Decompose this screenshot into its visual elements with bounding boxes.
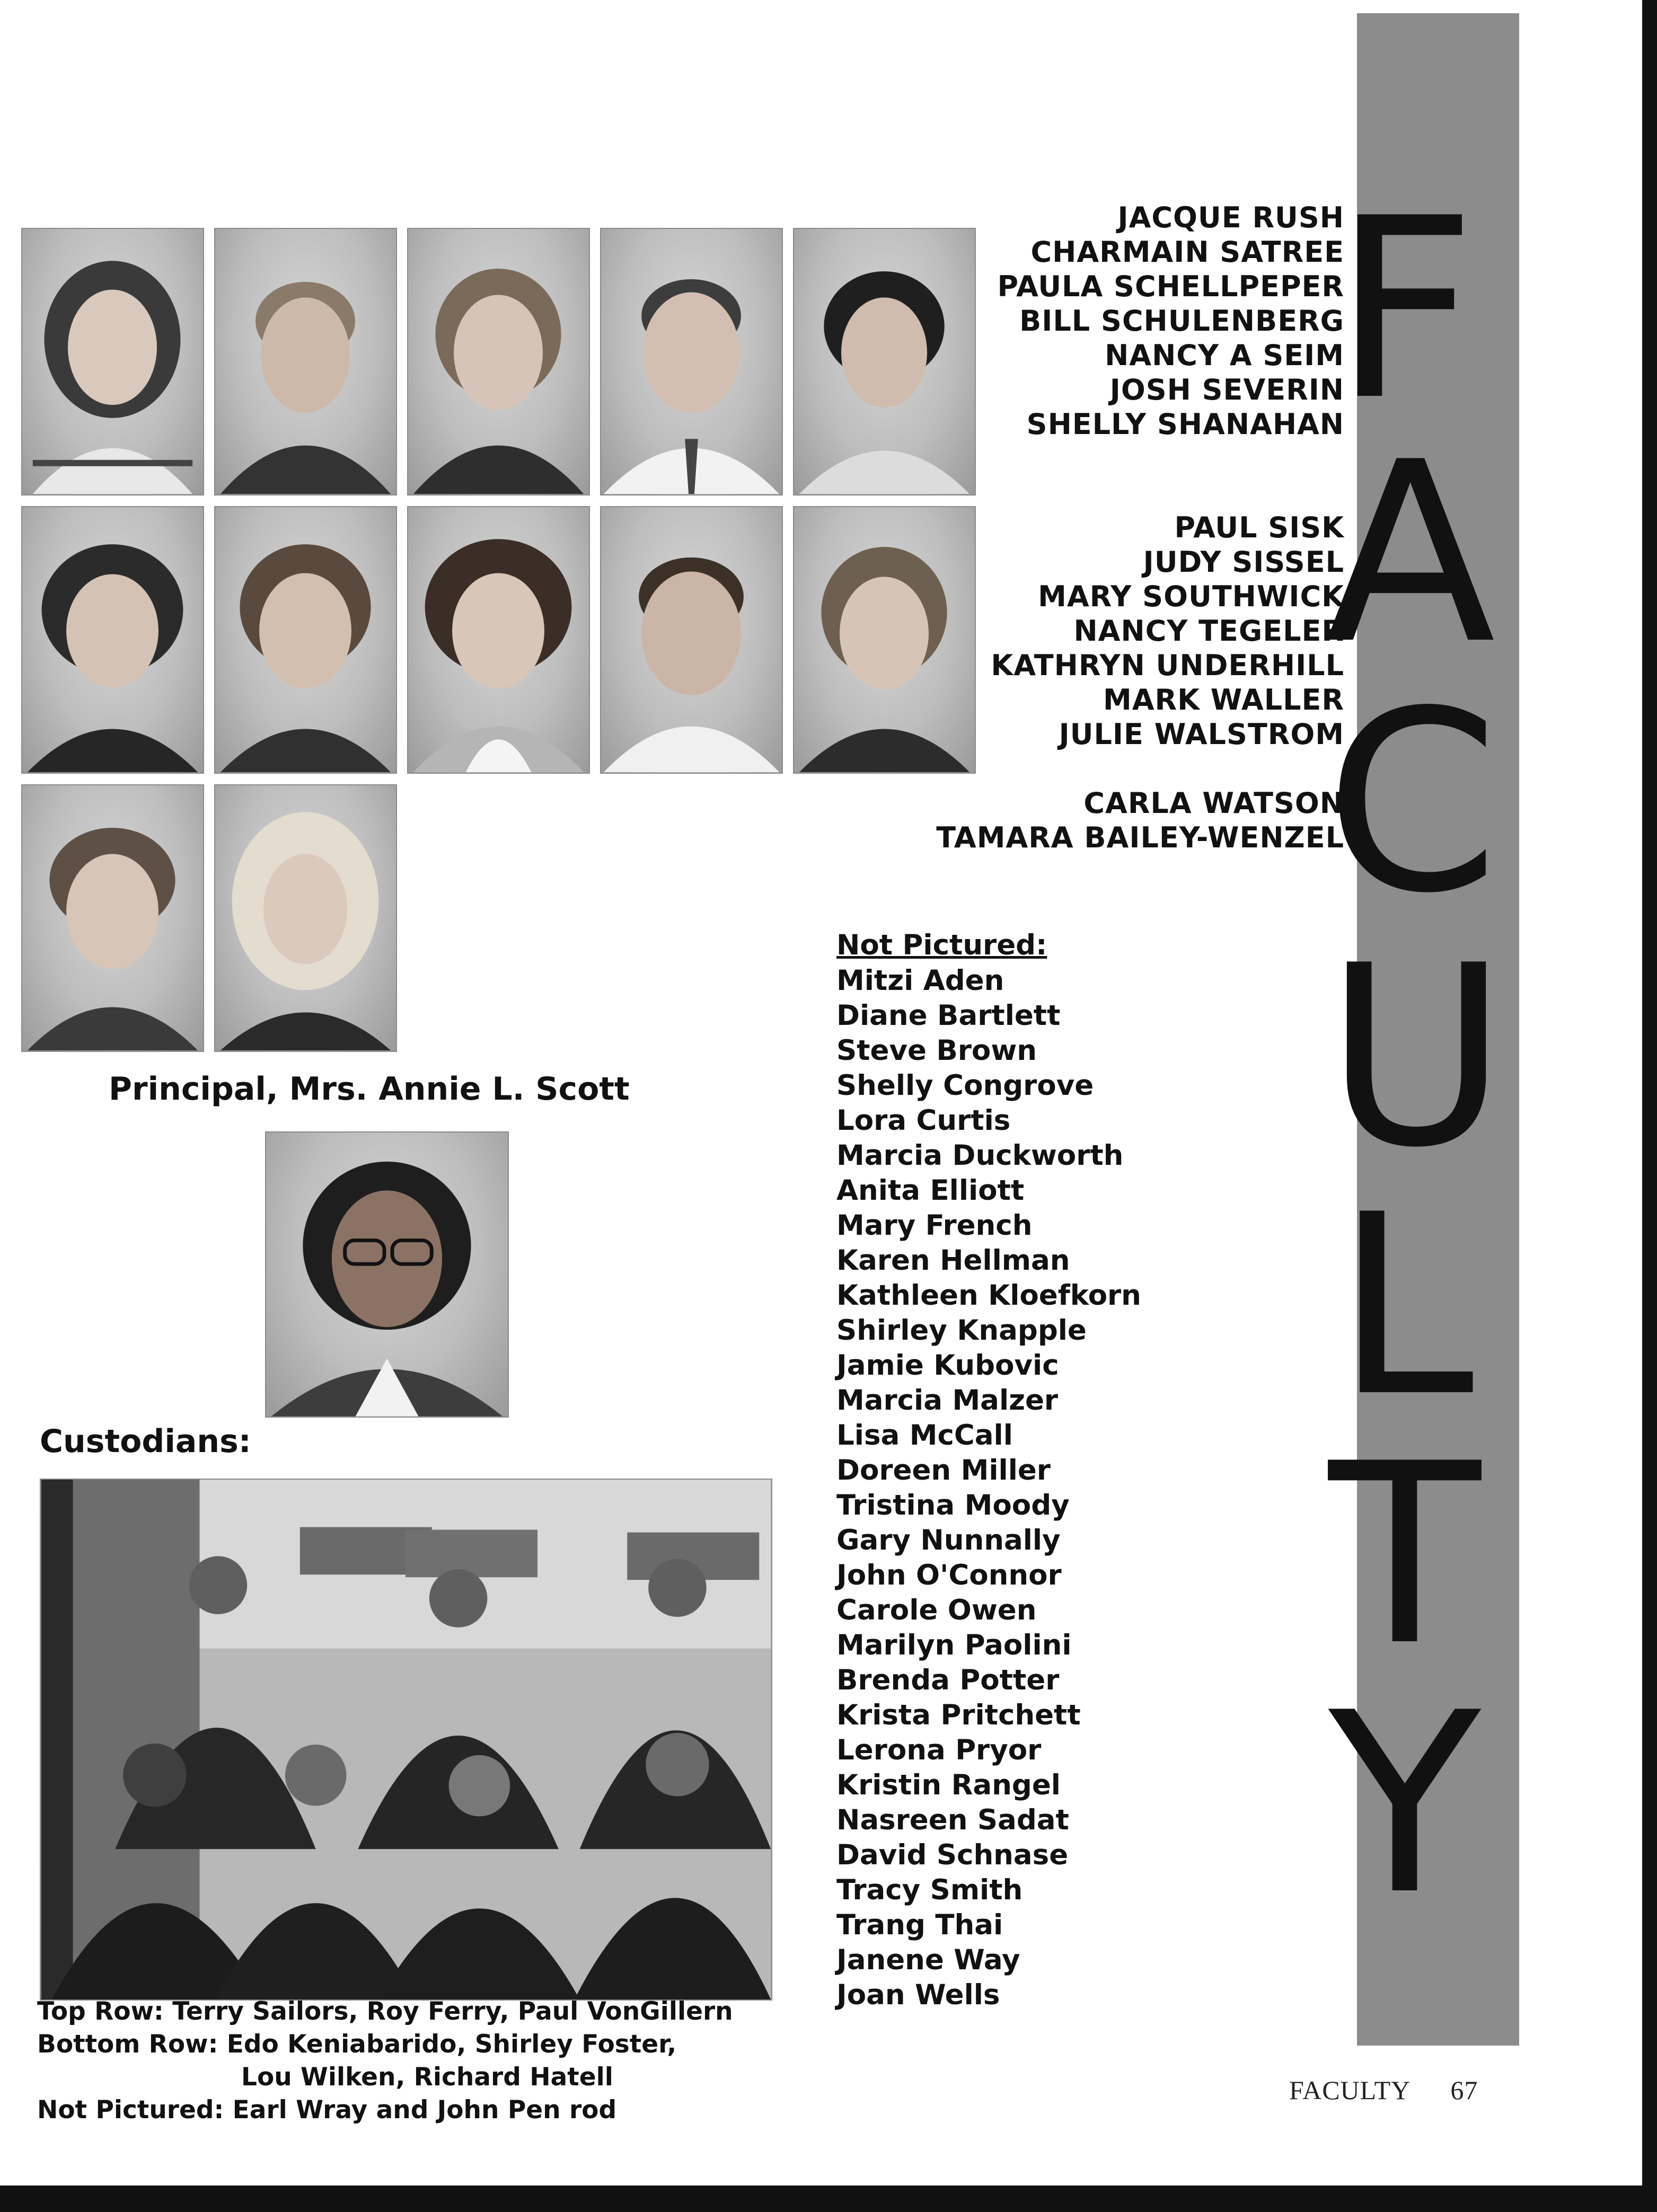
faculty-portrait (21, 228, 204, 496)
footer-section-label: FACULTY (1289, 2075, 1410, 2105)
faculty-name: SHELLY SHANAHAN (1026, 408, 1344, 441)
not-pictured-name: Lora Curtis (836, 1104, 1011, 1137)
faculty-portrait (214, 228, 397, 496)
custodians-bottom-row: Bottom Row: Edo Keniabarido, Shirley Foster, (37, 2030, 677, 2059)
faculty-portrait (214, 506, 397, 774)
custodians-group-photo (40, 1479, 772, 2001)
not-pictured-name: Joan Wells (836, 1979, 1000, 2011)
not-pictured-name: Marilyn Paolini (836, 1629, 1072, 1661)
faculty-name: KATHRYN UNDERHILL (991, 649, 1344, 682)
not-pictured-name: Lerona Pryor (836, 1734, 1042, 1766)
custodians-heading: Custodians: (40, 1423, 251, 1460)
section-title-letter: C (1325, 658, 1500, 948)
not-pictured-name: Mary French (836, 1209, 1033, 1242)
faculty-name: BILL SCHULENBERG (1019, 304, 1344, 338)
faculty-portrait (214, 784, 397, 1052)
section-title-letter: L (1335, 1161, 1474, 1451)
not-pictured-list (836, 927, 1141, 2013)
not-pictured-name: Marcia Duckworth (836, 1139, 1124, 1172)
not-pictured-name: Tristina Moody (836, 1489, 1070, 1521)
not-pictured-name: Carole Owen (836, 1594, 1037, 1626)
not-pictured-name: Krista Pritchett (836, 1699, 1081, 1731)
faculty-name: CARLA WATSON (1083, 786, 1344, 820)
not-pictured-name: Kathleen Kloefkorn (836, 1279, 1141, 1312)
page-number: 67 (1450, 2075, 1478, 2105)
not-pictured-name: Anita Elliott (836, 1174, 1025, 1207)
not-pictured-name: Shelly Congrove (836, 1069, 1094, 1102)
faculty-portrait (407, 506, 590, 774)
faculty-portrait (407, 228, 590, 496)
not-pictured-name: Gary Nunnally (836, 1524, 1061, 1556)
faculty-name: MARK WALLER (1103, 683, 1344, 716)
section-title-letter: Y (1328, 1659, 1481, 1949)
faculty-name: JUDY SISSEL (1143, 545, 1344, 579)
faculty-portrait (21, 784, 204, 1052)
not-pictured-name: Brenda Potter (836, 1664, 1060, 1696)
faculty-name: MARY SOUTHWICK (1038, 580, 1344, 613)
faculty-names-list (936, 200, 1344, 855)
not-pictured-name: Nasreen Sadat (836, 1804, 1069, 1836)
section-title-letter: A (1325, 409, 1496, 698)
not-pictured-name: Lisa McCall (836, 1419, 1013, 1452)
custodians-not-pictured: Not Pictured: Earl Wray and John Pen rod (37, 2095, 617, 2125)
faculty-name: CHARMAIN SATREE (1030, 235, 1344, 269)
not-pictured-name: Jamie Kubovic (836, 1349, 1059, 1382)
faculty-name: JOSH SEVERIN (1109, 373, 1344, 406)
custodians-caption (37, 1995, 733, 2127)
not-pictured-name: Kristin Rangel (836, 1769, 1061, 1801)
custodians-bottom-row-cont: Lou Wilken, Richard Hatell (241, 2063, 613, 2092)
section-title-letter: T (1328, 1410, 1481, 1700)
faculty-name: TAMARA BAILEY-WENZEL (936, 821, 1344, 854)
not-pictured-name: David Schnase (836, 1839, 1069, 1871)
not-pictured-name: Marcia Malzer (836, 1384, 1059, 1417)
scan-edge-right (1642, 0, 1657, 2212)
not-pictured-name: Steve Brown (836, 1034, 1037, 1067)
principal-caption: Principal, Mrs. Annie L. Scott (109, 1070, 630, 1108)
faculty-name: PAUL SISK (1174, 511, 1344, 544)
faculty-name: JULIE WALSTROM (1059, 718, 1344, 751)
section-title-letter: F (1333, 165, 1477, 455)
scan-edge-bottom (0, 2186, 1657, 2212)
not-pictured-name: Diane Bartlett (836, 999, 1061, 1032)
faculty-portrait (600, 506, 783, 774)
faculty-portrait (21, 506, 204, 774)
not-pictured-name: John O'Connor (836, 1559, 1062, 1591)
faculty-name: NANCY TEGELER (1073, 614, 1344, 648)
not-pictured-name: Mitzi Aden (836, 965, 1004, 997)
not-pictured-name: Trang Thai (836, 1909, 1003, 1941)
principal-portrait (265, 1131, 509, 1418)
not-pictured-name: Tracy Smith (836, 1874, 1023, 1906)
faculty-name: PAULA SCHELLPEPER (997, 270, 1344, 303)
not-pictured-name: Doreen Miller (836, 1454, 1051, 1487)
faculty-name: NANCY A SEIM (1105, 339, 1344, 372)
not-pictured-name: Karen Hellman (836, 1244, 1070, 1277)
custodians-top-row: Top Row: Terry Sailors, Roy Ferry, Paul VonGillern (37, 1997, 733, 2026)
not-pictured-name: Janene Way (836, 1944, 1020, 1976)
section-title-letter: U (1325, 912, 1508, 1202)
faculty-name: JACQUE RUSH (1117, 201, 1344, 234)
not-pictured-title: Not Pictured: (836, 929, 1047, 961)
page-footer (1289, 2075, 1478, 2105)
faculty-portrait (600, 228, 783, 496)
not-pictured-name: Shirley Knapple (836, 1314, 1087, 1347)
